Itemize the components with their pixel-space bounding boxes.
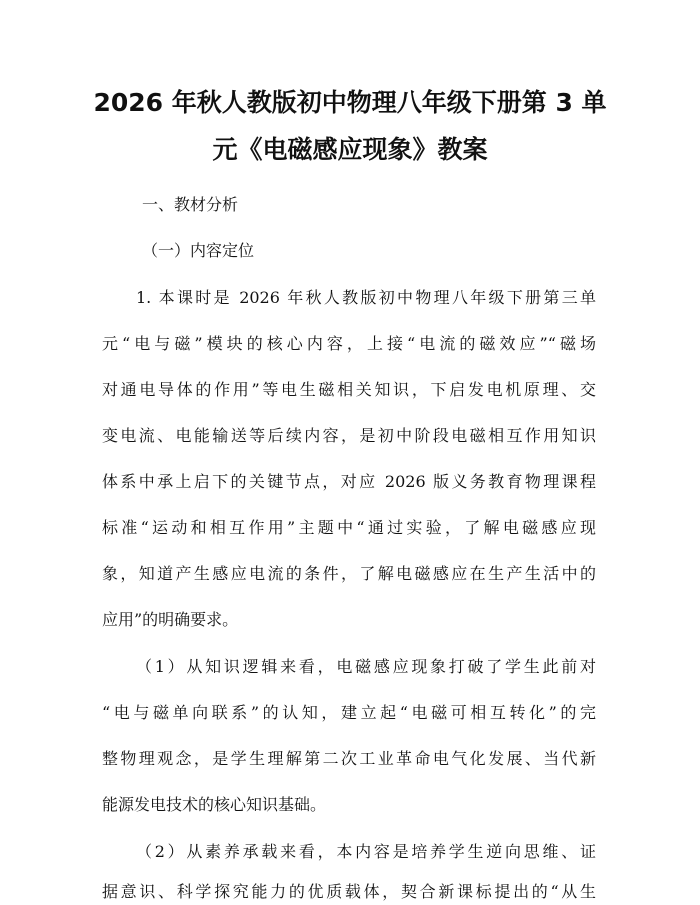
- paragraph-1-line: 对通电导体的作用”等电生磁相关知识，下启发电机原理、交: [102, 380, 596, 399]
- subsection-heading-content-positioning: （一）内容定位: [142, 241, 255, 260]
- paragraph-2-line: 整物理观念，是学生理解第二次工业革命电气化发展、当代新: [102, 749, 596, 768]
- paragraph-1-line: 变电流、电能输送等后续内容，是初中阶段电磁相互作用知识: [102, 426, 596, 445]
- paragraph-2-line: （1）从知识逻辑来看，电磁感应现象打破了学生此前对: [136, 657, 596, 676]
- paragraph-1-line: 象，知道产生感应电流的条件，了解电磁感应在生产生活中的: [102, 564, 596, 583]
- paragraph-2-line: 能源发电技术的核心知识基础。: [102, 795, 327, 814]
- paragraph-1-line: 体系中承上启下的关键节点，对应 2026 版义务教育物理课程: [102, 472, 596, 491]
- document-title-line-2: 元《电磁感应现象》教案: [212, 135, 488, 164]
- section-heading-textbook-analysis: 一、教材分析: [142, 195, 239, 214]
- paragraph-3-line: （2）从素养承载来看，本内容是培养学生逆向思维、证: [136, 842, 596, 861]
- paragraph-1-line: 标准“运动和相互作用”主题中“通过实验，了解电磁感应现: [102, 518, 596, 537]
- paragraph-3-line: 据意识、科学探究能力的优质载体，契合新课标提出的“从生: [102, 882, 596, 901]
- paragraph-2-line: “电与磁单向联系”的认知，建立起“电磁可相互转化”的完: [102, 703, 596, 722]
- document-title-line-1: 2026 年秋人教版初中物理八年级下册第 3 单: [93, 88, 607, 117]
- paragraph-1-line: 应用”的明确要求。: [102, 610, 239, 629]
- paragraph-1-line: 元“电与磁”模块的核心内容，上接“电流的磁效应”“磁场: [102, 334, 596, 353]
- paragraph-1-line: 1. 本课时是 2026 年秋人教版初中物理八年级下册第三单: [136, 288, 596, 307]
